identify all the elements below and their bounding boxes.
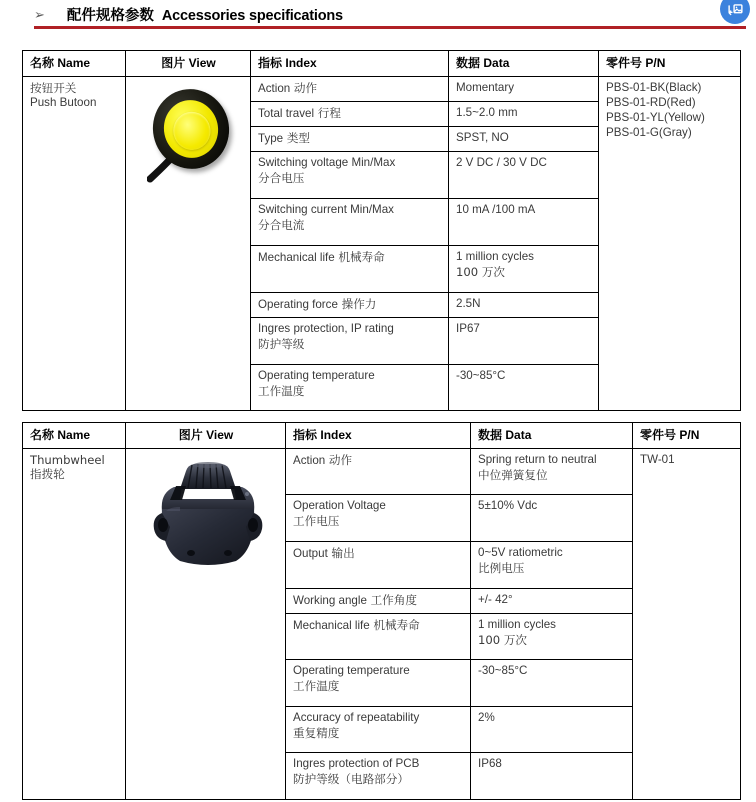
column-header-pn: 零件号 P/N <box>599 51 741 77</box>
cell-data <box>449 77 599 102</box>
index-label-en: Total travel <box>258 107 315 121</box>
data-value-line-1: 2 V DC / 30 V DC <box>456 155 547 169</box>
cell-data <box>449 317 599 364</box>
part-number: PBS-01-G(Gray) <box>606 125 692 139</box>
data-value-line-1: 2.5N <box>456 296 481 310</box>
index-label-cn: 行程 <box>314 106 341 121</box>
data-value-line-1: +/- 42° <box>478 593 513 607</box>
part-number: PBS-01-RD(Red) <box>606 96 696 110</box>
data-value-line-1: Spring return to neutral <box>478 453 597 467</box>
index-label-en: Switching voltage Min/Max <box>258 155 396 169</box>
index-label-en: Ingres protection, IP rating <box>258 321 394 335</box>
cell-index <box>286 495 471 542</box>
page-title-english: Accessories specifications <box>161 8 343 24</box>
cell-data <box>449 198 599 245</box>
cell-data <box>471 495 633 542</box>
index-label-cn: 机械寿命 <box>334 249 385 264</box>
index-label-cn: 防护等级 <box>258 336 305 351</box>
spec-table-thumbwheel <box>22 422 741 800</box>
index-label-cn: 动作 <box>325 453 353 468</box>
index-label-en: Type <box>258 132 284 146</box>
data-value-line-1: 1 million cycles <box>478 618 556 632</box>
data-value-line-1: 2% <box>478 711 495 725</box>
cell-index <box>251 151 449 198</box>
arrow-bullet-icon: ➢ <box>34 7 45 22</box>
index-label-en: Ingres protection of PCB <box>293 757 420 771</box>
column-header-data: 数据 Data <box>471 423 633 449</box>
cell-data <box>449 292 599 317</box>
cell-index <box>251 77 449 102</box>
cell-index <box>251 127 449 152</box>
index-label-cn: 防护等级（电路部分） <box>293 772 409 787</box>
cell-product-image <box>126 449 286 800</box>
index-label-cn: 分合电压 <box>258 170 305 185</box>
index-label-en: Output <box>293 547 328 561</box>
cell-data <box>471 707 633 753</box>
column-header-view: 图片 View <box>126 51 251 77</box>
column-header-index: 指标 Index <box>286 423 471 449</box>
cell-part-number <box>599 77 741 410</box>
cell-index <box>251 198 449 245</box>
index-label-cn: 工作角度 <box>366 593 417 608</box>
column-header-index: 指标 Index <box>251 51 449 77</box>
column-header-name: 名称 Name <box>23 423 126 449</box>
index-label-en: Action <box>293 454 326 468</box>
spec-table-push-button <box>22 50 741 411</box>
cell-data <box>471 614 633 660</box>
cell-index <box>286 542 471 589</box>
cell-data <box>449 127 599 152</box>
data-value-line-1: -30~85°C <box>478 664 528 678</box>
column-header-pn: 零件号 P/N <box>633 423 741 449</box>
cell-index <box>286 753 471 800</box>
index-label-en: Mechanical life <box>293 619 370 633</box>
cell-data <box>471 660 633 707</box>
cell-index <box>251 317 449 364</box>
index-label-cn: 重复精度 <box>293 726 340 741</box>
data-value-line-1: -30~85°C <box>456 368 506 382</box>
cell-product-name <box>23 77 126 410</box>
table-row <box>23 449 741 495</box>
push-button-photo <box>139 81 239 189</box>
data-value-line-1: 1 million cycles <box>456 249 534 263</box>
part-number: TW-01 <box>640 453 675 467</box>
column-header-name: 名称 Name <box>23 51 126 77</box>
table-row <box>23 77 741 102</box>
heading-underline <box>34 26 746 29</box>
data-value-line-2: 100 万次 <box>456 264 506 279</box>
table-header-row <box>23 51 741 77</box>
index-label-en: Accuracy of repeatability <box>293 711 420 725</box>
table-header-row <box>23 423 741 449</box>
page-title-chinese: 配件规格参数 <box>66 8 154 24</box>
cell-index <box>286 589 471 614</box>
index-label-cn: 工作电压 <box>293 514 340 529</box>
data-value-line-2: 100 万次 <box>478 633 528 648</box>
cell-product-name <box>23 449 126 800</box>
cell-index <box>286 660 471 707</box>
cell-product-image <box>126 77 251 410</box>
product-name-line-2: Push Butoon <box>30 96 97 110</box>
index-label-en: Switching current Min/Max <box>258 202 394 216</box>
cell-data <box>471 753 633 800</box>
data-value-line-1: IP67 <box>456 321 480 335</box>
cell-index <box>251 364 449 410</box>
cell-data <box>471 589 633 614</box>
cell-index <box>286 449 471 495</box>
data-value-line-1: Momentary <box>456 81 514 95</box>
data-value-line-1: IP68 <box>478 757 502 771</box>
data-value-line-2: 比例电压 <box>478 561 525 576</box>
data-value-line-1: 10 mA /100 mA <box>456 202 536 216</box>
product-name-line-1: 按钮开关 <box>30 81 77 96</box>
data-value-line-2: 中位弹簧复位 <box>478 468 548 483</box>
cell-data <box>449 102 599 127</box>
cell-index <box>251 102 449 127</box>
index-label-en: Operating temperature <box>293 664 410 678</box>
index-label-cn: 分合电流 <box>258 217 305 232</box>
cell-part-number <box>633 449 741 800</box>
part-number: PBS-01-YL(Yellow) <box>606 111 705 125</box>
index-label-cn: 类型 <box>283 131 311 146</box>
index-label-en: Operation Voltage <box>293 499 386 513</box>
data-value-line-1: 5±10% Vdc <box>478 499 538 513</box>
data-value-line-1: 1.5~2.0 mm <box>456 106 518 120</box>
product-name-line-2: 指拨轮 <box>30 468 65 482</box>
index-label-cn: 机械寿命 <box>369 618 420 633</box>
index-label-en: Operating temperature <box>258 368 375 382</box>
cell-index <box>251 245 449 292</box>
product-name-line-1: Thumbwheel <box>30 453 105 468</box>
cell-index <box>286 614 471 660</box>
data-value-line-1: SPST, NO <box>456 131 509 145</box>
column-header-data: 数据 Data <box>449 51 599 77</box>
index-label-en: Working angle <box>293 594 367 608</box>
cell-index <box>286 707 471 753</box>
cell-data <box>449 245 599 292</box>
data-value-line-1: 0~5V ratiometric <box>478 546 563 560</box>
column-header-view: 图片 View <box>126 423 286 449</box>
index-label-cn: 工作温度 <box>293 679 340 694</box>
cell-data <box>471 542 633 589</box>
index-label-en: Operating force <box>258 297 338 311</box>
section-heading <box>0 4 756 25</box>
index-label-cn: 动作 <box>290 81 318 96</box>
part-number: PBS-01-BK(Black) <box>606 81 702 95</box>
index-label-en: Action <box>258 82 291 96</box>
index-label-cn: 工作温度 <box>258 383 305 398</box>
cell-data <box>471 449 633 495</box>
cell-data <box>449 364 599 410</box>
thumbwheel-photo <box>136 453 276 575</box>
index-label-cn: 输出 <box>327 546 355 561</box>
index-label-cn: 操作力 <box>337 296 377 311</box>
index-label-en: Mechanical life <box>258 250 335 264</box>
cell-index <box>251 292 449 317</box>
cell-data <box>449 151 599 198</box>
